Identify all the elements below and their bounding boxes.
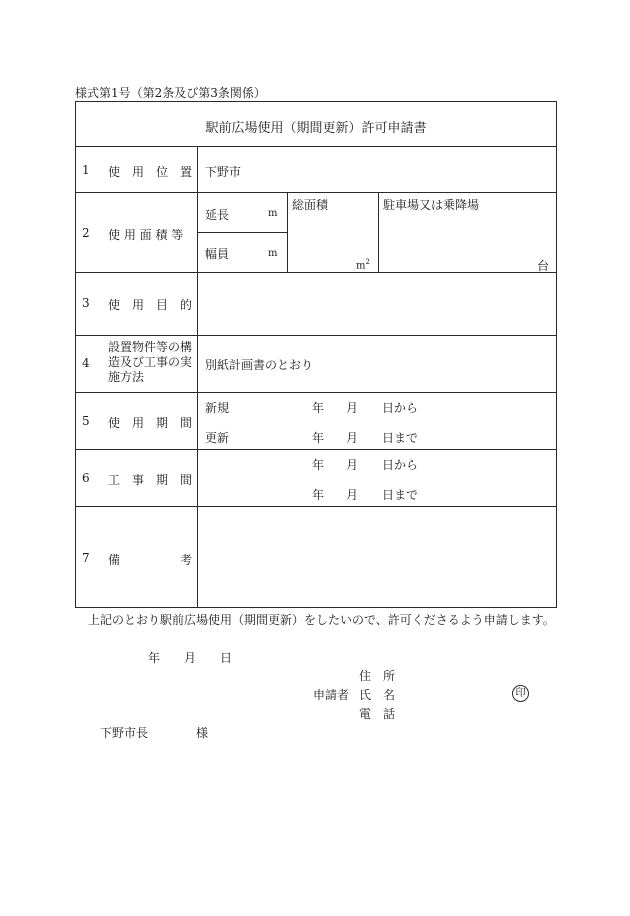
form-title: 駅前広場使用（期間更新）許可申請書	[205, 121, 427, 136]
total-area-label: 総面積	[292, 198, 329, 212]
row1-label: 使 用 位 置	[108, 165, 193, 179]
row4-label: 設置物件等の構 造及び工事の実 施方法	[108, 340, 193, 384]
seal-icon: 印	[512, 685, 529, 702]
parking-label: 駐車場又は乗降場	[383, 198, 480, 212]
renew-day-to: 日まで	[382, 431, 419, 445]
renew-label: 更新	[205, 431, 230, 445]
row2-label: 使 用 面 積 等	[108, 228, 184, 242]
row3-number: 3	[82, 296, 90, 310]
new-label: 新規	[205, 401, 230, 415]
length-label: 延長	[205, 208, 230, 222]
length-unit: m	[268, 208, 278, 219]
row5-number: 5	[82, 414, 90, 428]
addressee-honorific: 様	[196, 726, 209, 740]
row2-number: 2	[82, 226, 90, 240]
work-end-year: 年	[312, 488, 325, 502]
form-code: 様式第1号（第2条及び第3条関係）	[75, 86, 266, 100]
width-unit: m	[268, 248, 278, 259]
row1-value: 下野市	[205, 165, 242, 179]
row7-label: 備 考	[108, 553, 193, 567]
application-statement: 上記のとおり駅前広場使用（期間更新）をしたいので、許可くださるよう申請します。	[88, 613, 555, 627]
renew-year: 年	[312, 431, 325, 445]
address-label: 住 所	[359, 669, 396, 683]
new-month: 月	[346, 401, 359, 415]
row1-number: 1	[82, 163, 90, 177]
row4-number: 4	[82, 356, 90, 370]
addressee-name: 下野市長	[100, 726, 149, 740]
date-day: 日	[220, 651, 233, 665]
row6-label: 工 事 期 間	[108, 473, 193, 487]
row6-number: 6	[82, 471, 90, 485]
row4-value: 別紙計画書のとおり	[205, 358, 314, 372]
date-year: 年	[148, 651, 161, 665]
phone-label: 電 話	[359, 707, 396, 721]
date-month: 月	[184, 651, 197, 665]
renew-month: 月	[346, 431, 359, 445]
applicant-prefix: 申請者	[313, 688, 350, 702]
name-label: 氏 名	[359, 688, 396, 702]
work-end-month: 月	[346, 488, 359, 502]
width-label: 幅員	[205, 247, 230, 261]
row7-number: 7	[82, 551, 90, 565]
work-end-day: 日まで	[382, 488, 419, 502]
work-start-day: 日から	[382, 458, 419, 472]
parking-unit: 台	[537, 259, 550, 273]
new-day-from: 日から	[382, 401, 419, 415]
row3-label: 使 用 目 的	[108, 298, 193, 312]
area-unit: $m^2$	[356, 258, 370, 272]
work-start-year: 年	[312, 458, 325, 472]
row5-label: 使 用 期 間	[108, 416, 193, 430]
work-start-month: 月	[346, 458, 359, 472]
new-year: 年	[312, 401, 325, 415]
